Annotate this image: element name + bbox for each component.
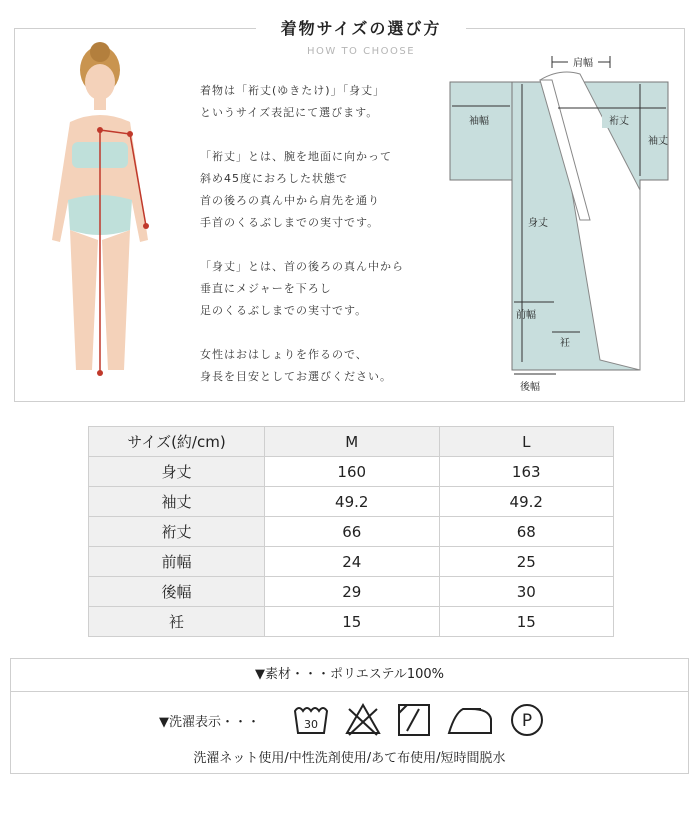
- guide-paragraph: 「身丈」とは、首の後ろの真ん中から 垂直にメジャーを下ろし 足のくるぶしまでの実寸です。: [200, 260, 404, 317]
- table-row-label: 裄丈: [89, 517, 265, 547]
- guide-title: 着物サイズの選び方: [256, 14, 466, 44]
- label-okumi: 衽: [560, 338, 570, 349]
- care-info-panel: [10, 658, 689, 774]
- table-cell: 68: [439, 517, 614, 547]
- body-measurement-illustration: [40, 40, 160, 390]
- iron-icon: [449, 709, 491, 733]
- table-row-label: 袖丈: [89, 487, 265, 517]
- table-row: [89, 487, 614, 517]
- label-maehaba: 前幅: [516, 310, 536, 321]
- guide-paragraph: 着物は「裄丈(ゆきたけ)」「身丈」 というサイズ表記にて選びます。: [200, 84, 386, 119]
- dry-clean-letter: P: [521, 711, 533, 731]
- label-ushirohaba: 後幅: [520, 382, 540, 393]
- material-text: ▼素材・・・ポリエステル100%: [11, 659, 688, 692]
- table-row: [89, 457, 614, 487]
- table-row: [89, 607, 614, 637]
- label-yukitake: 裄丈: [609, 116, 629, 127]
- table-cell: 49.2: [265, 487, 440, 517]
- table-header-cell: M: [265, 427, 440, 457]
- kimono-diagram: [440, 40, 680, 395]
- size-table: [88, 426, 614, 637]
- dry-clean-icon: [512, 705, 542, 735]
- table-cell: 160: [265, 457, 440, 487]
- label-mitake: 身丈: [528, 218, 548, 229]
- table-cell: 15: [439, 607, 614, 637]
- table-row-label: 衽: [89, 607, 265, 637]
- table-cell: 29: [265, 577, 440, 607]
- washing-symbols: [291, 701, 551, 741]
- washing-note: 洗濯ネット使用/中性洗剤使用/あて布使用/短時間脱水: [193, 751, 506, 766]
- no-bleach-icon: [347, 705, 379, 735]
- table-cell: 163: [439, 457, 614, 487]
- table-header-cell: L: [439, 427, 614, 457]
- table-cell: 49.2: [439, 487, 614, 517]
- table-cell: 25: [439, 547, 614, 577]
- table-header-cell: サイズ(約/cm): [89, 427, 265, 457]
- label-katahaba: 肩幅: [573, 58, 593, 69]
- table-row-label: 前幅: [89, 547, 265, 577]
- table-row: [89, 517, 614, 547]
- table-cell: 15: [265, 607, 440, 637]
- line-dry-icon: [399, 705, 429, 735]
- table-cell: 30: [439, 577, 614, 607]
- label-sodehaba: 袖幅: [469, 116, 489, 127]
- table-cell: 24: [265, 547, 440, 577]
- table-row-label: 後幅: [89, 577, 265, 607]
- table-cell: 66: [265, 517, 440, 547]
- table-row-label: 身丈: [89, 457, 265, 487]
- hand-wash-30-icon: [295, 708, 327, 733]
- table-row: [89, 577, 614, 607]
- guide-paragraph: 女性はおはしょりを作るので、 身長を目安としてお選びください。: [200, 348, 392, 383]
- guide-description: [200, 80, 440, 410]
- wash-temperature: 30: [304, 718, 318, 731]
- guide-paragraph: 「裄丈」とは、腕を地面に向かって 斜め45度におろした状態で 首の後ろの真ん中から肩先を通り 手首のくるぶしまでの実寸です。: [200, 150, 392, 229]
- table-row: [89, 547, 614, 577]
- table-header-row: [89, 427, 614, 457]
- washing-label: ▼洗濯表示・・・: [159, 715, 260, 730]
- guide-subtitle: HOW TO CHOOSE: [306, 46, 416, 57]
- label-sodetake: 袖丈: [648, 136, 668, 147]
